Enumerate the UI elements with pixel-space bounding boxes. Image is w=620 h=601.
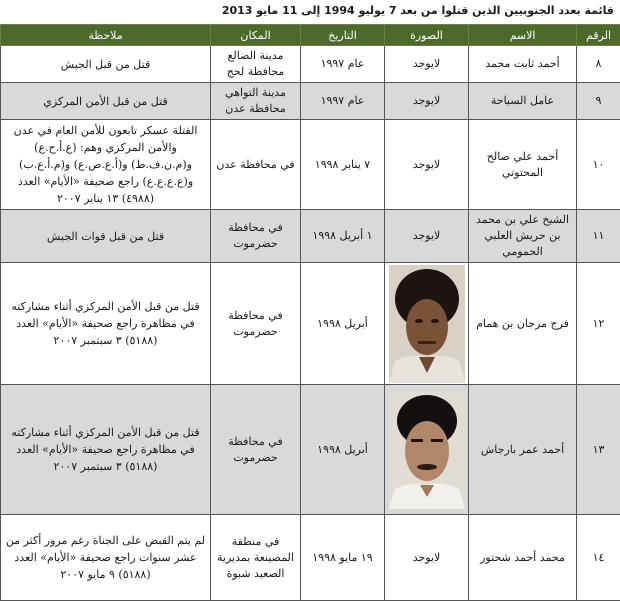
cell-note: قتل من قبل الأمن المركزي <box>1 83 211 120</box>
cell-date: ١ أبريل ١٩٩٨ <box>301 210 385 263</box>
table-row <box>1 385 620 515</box>
table-row <box>1 120 620 210</box>
cell-date: أبريل ١٩٩٨ <box>301 263 385 385</box>
cell-photo <box>385 263 469 385</box>
cell-date: ٧ يناير ١٩٩٨ <box>301 120 385 210</box>
cell-number: ٨ <box>577 46 620 83</box>
cell-number: ١٣ <box>577 385 620 515</box>
cell-photo: لايوجد <box>385 83 469 120</box>
cell-note: قتل من قبل الأمن المركزي أثناء مشاركته في مظاهرة راجع صحيفة «الأيام» العدد (٥١٨٨) ٣ سبتمبر ٢٠٠٧ <box>1 385 211 515</box>
cell-place: في محافظة حضرموت <box>211 385 301 515</box>
list-title: قائمة بعدد الجنوبيين الذين قتلوا من بعد 7 يوليو 1994 إلى 11 مايو 2013 <box>222 4 614 17</box>
portrait-photo <box>389 265 465 383</box>
cell-date: ١٩ مايو ١٩٩٨ <box>301 515 385 601</box>
cell-place: في محافظة حضرموت <box>211 263 301 385</box>
header-note: ملاحظة <box>1 25 211 46</box>
cell-photo: لايوجد <box>385 515 469 601</box>
cell-date: عام ١٩٩٧ <box>301 46 385 83</box>
cell-photo: لايوجد <box>385 210 469 263</box>
cell-number: ١٤ <box>577 515 620 601</box>
cell-name: أحمد عمر بارجاش <box>469 385 577 515</box>
table-row <box>1 210 620 263</box>
cell-note: قتل من قبل الأمن المركزي أثناء مشاركته في مظاهرة راجع صحيفة «الأيام» العدد (٥١٨٨) ٣ سبتمبر ٢٠٠٧ <box>1 263 211 385</box>
table-row <box>1 46 620 83</box>
table-row <box>1 515 620 601</box>
header-place: المكان <box>211 25 301 46</box>
cell-note: قتل من قبل الجيش <box>1 46 211 83</box>
header-date: التاريخ <box>301 25 385 46</box>
cell-photo: لايوجد <box>385 120 469 210</box>
cell-name: محمد أحمد شحتور <box>469 515 577 601</box>
cell-name: فرج مرجان بن همام <box>469 263 577 385</box>
cell-photo: لايوجد <box>385 46 469 83</box>
cell-name: أحمد علي صالح المحتوتي <box>469 120 577 210</box>
cell-date: عام ١٩٩٧ <box>301 83 385 120</box>
cell-note: القتلة عسكر تابعون للأمن العام في عدن والأمن المركزي وهم: (ع.أ.ح.ع) و(م.ن.ف.ط) و(أ.ع.ص.ع) و(م.أ.ع.ب) و(ع.ع.ع.ع) راجع صحيفة «الأيام» العدد (٤٩٨٨) ١٣ يناير ٢٠٠٧ <box>1 120 211 210</box>
header-name: الاسم <box>469 25 577 46</box>
cell-name: أحمد ثابت محمد <box>469 46 577 83</box>
header-number: الرقم <box>577 25 620 46</box>
cell-name: الشيخ علي بن محمد بن حريش العلبي الحمومي <box>469 210 577 263</box>
cell-number: ١٠ <box>577 120 620 210</box>
cell-place: في محافظة عدن <box>211 120 301 210</box>
cell-number: ١٢ <box>577 263 620 385</box>
portrait-photo <box>389 391 465 509</box>
cell-number: ١١ <box>577 210 620 263</box>
table-row <box>1 83 620 120</box>
header-photo: الصورة <box>385 25 469 46</box>
cell-note: لم يتم القبض على الجناة رغم مرور أكثر من عشر سنوات راجع صحيفة «الأيام» العدد (٥١٨٨) ٩ مايو ٢٠٠٧ <box>1 515 211 601</box>
cell-photo <box>385 385 469 515</box>
cell-place: مدينة التواهي محافظة عدن <box>211 83 301 120</box>
victims-table <box>0 24 620 601</box>
cell-number: ٩ <box>577 83 620 120</box>
cell-date: أبريل ١٩٩٨ <box>301 385 385 515</box>
table-row <box>1 263 620 385</box>
cell-place: في محافظة حضرموت <box>211 210 301 263</box>
table-header-row <box>1 25 620 46</box>
cell-place: مدينة الضالع محافظة لحج <box>211 46 301 83</box>
cell-place: في منطقة المصينعة بمديرية الصعيد شبوة <box>211 515 301 601</box>
cell-note: قتل من قبل قوات الجيش <box>1 210 211 263</box>
cell-name: عامل السياحة <box>469 83 577 120</box>
